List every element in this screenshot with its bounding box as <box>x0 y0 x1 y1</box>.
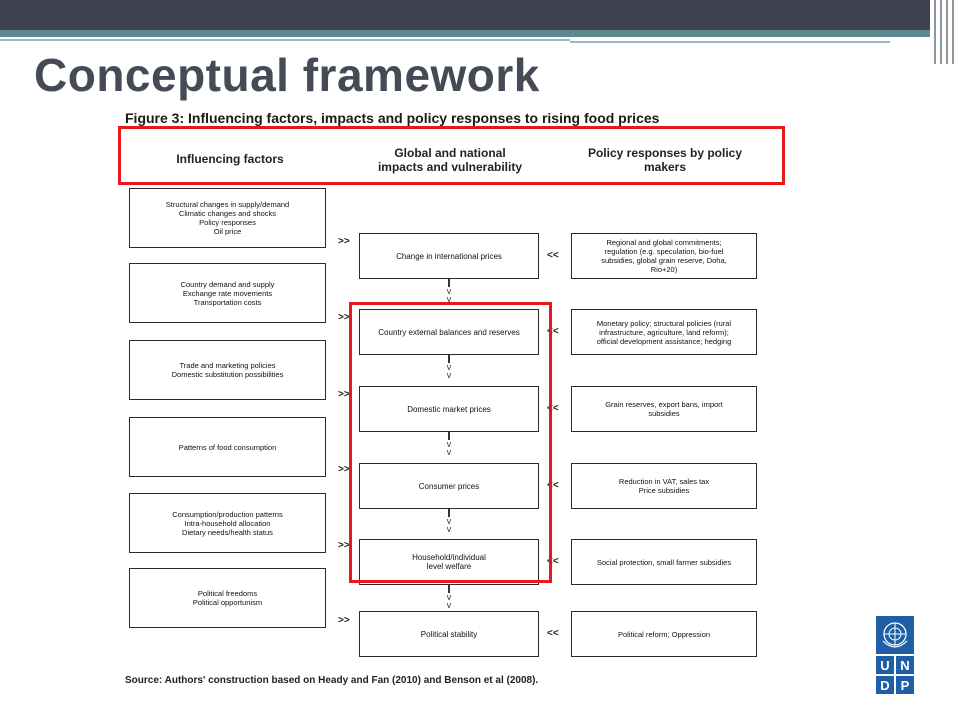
impact-box: Political stability <box>359 611 539 657</box>
policy-box: Grain reserves, export bans, import subsidies <box>571 386 757 432</box>
figure-title: Figure 3: Influencing factors, impacts and policy responses to rising food prices <box>125 110 660 126</box>
impact-box: Change in international prices <box>359 233 539 279</box>
impact-box: Household/individual level welfare <box>359 539 539 585</box>
policy-box: Political reform; Oppression <box>571 611 757 657</box>
left-arrow: << <box>547 403 559 414</box>
factor-box: Trade and marketing policies Domestic substitution possibilities <box>129 340 326 400</box>
header-stripe <box>0 30 930 37</box>
policy-box: Social protection, small farmer subsidies <box>571 539 757 585</box>
header-impacts: Global and national impacts and vulnerability <box>377 146 523 174</box>
down-arrow-icon: v v <box>446 592 452 610</box>
factor-box: Country demand and supply Exchange rate movements Transportation costs <box>129 263 326 323</box>
header-rule <box>0 39 570 41</box>
logo-letter-n: N <box>896 656 914 674</box>
right-arrow: >> <box>338 540 350 551</box>
down-arrow-icon: v v <box>446 362 452 380</box>
down-arrow-icon: v v <box>446 439 452 457</box>
right-arrow: >> <box>338 389 350 400</box>
policy-box: Regional and global commitments; regulation (e.g. speculation, bio-fuel subsidies, global grain reserve, Doha, Rio+20) <box>571 233 757 279</box>
left-arrow: << <box>547 556 559 567</box>
header-influencing-factors: Influencing factors <box>176 152 284 166</box>
figure-source: Source: Authors' construction based on Heady and Fan (2010) and Benson et al (2008). <box>125 675 539 686</box>
factor-box: Structural changes in supply/demand Climatic changes and shocks Policy responses Oil price <box>129 188 326 248</box>
left-arrow: << <box>547 326 559 337</box>
policy-box: Reduction in VAT, sales tax Price subsidies <box>571 463 757 509</box>
right-arrow: >> <box>338 236 350 247</box>
highlight-headers <box>118 126 785 185</box>
undp-logo <box>876 616 914 694</box>
factor-box: Political freedoms Political opportunism <box>129 568 326 628</box>
un-emblem-icon <box>876 616 914 654</box>
right-arrow: >> <box>338 312 350 323</box>
header-rule-right <box>570 41 890 43</box>
left-arrow: << <box>547 250 559 261</box>
impact-box: Country external balances and reserves <box>359 309 539 355</box>
policy-box: Monetary policy; structural policies (rural infrastructure, agriculture, land reform); official development assistance; hedging <box>571 309 757 355</box>
logo-letter-p: P <box>896 676 914 694</box>
right-arrow: >> <box>338 464 350 475</box>
impact-box: Consumer prices <box>359 463 539 509</box>
left-arrow: << <box>547 480 559 491</box>
highlight-impacts <box>349 302 552 583</box>
left-arrow: << <box>547 628 559 639</box>
down-arrow-icon: v v <box>446 516 452 534</box>
slide-title: Conceptual framework <box>34 49 540 101</box>
down-arrow-icon: v v <box>446 286 452 304</box>
logo-letter-d: D <box>876 676 894 694</box>
impact-box: Domestic market prices <box>359 386 539 432</box>
right-arrow: >> <box>338 615 350 626</box>
corner-decoration <box>930 0 960 64</box>
header-bar <box>0 0 930 30</box>
factor-box: Consumption/production patterns Intra-household allocation Dietary needs/health status <box>129 493 326 553</box>
header-policy-responses: Policy responses by policy makers <box>587 146 743 174</box>
factor-box: Patterns of food consumption <box>129 417 326 477</box>
logo-letter-u: U <box>876 656 894 674</box>
